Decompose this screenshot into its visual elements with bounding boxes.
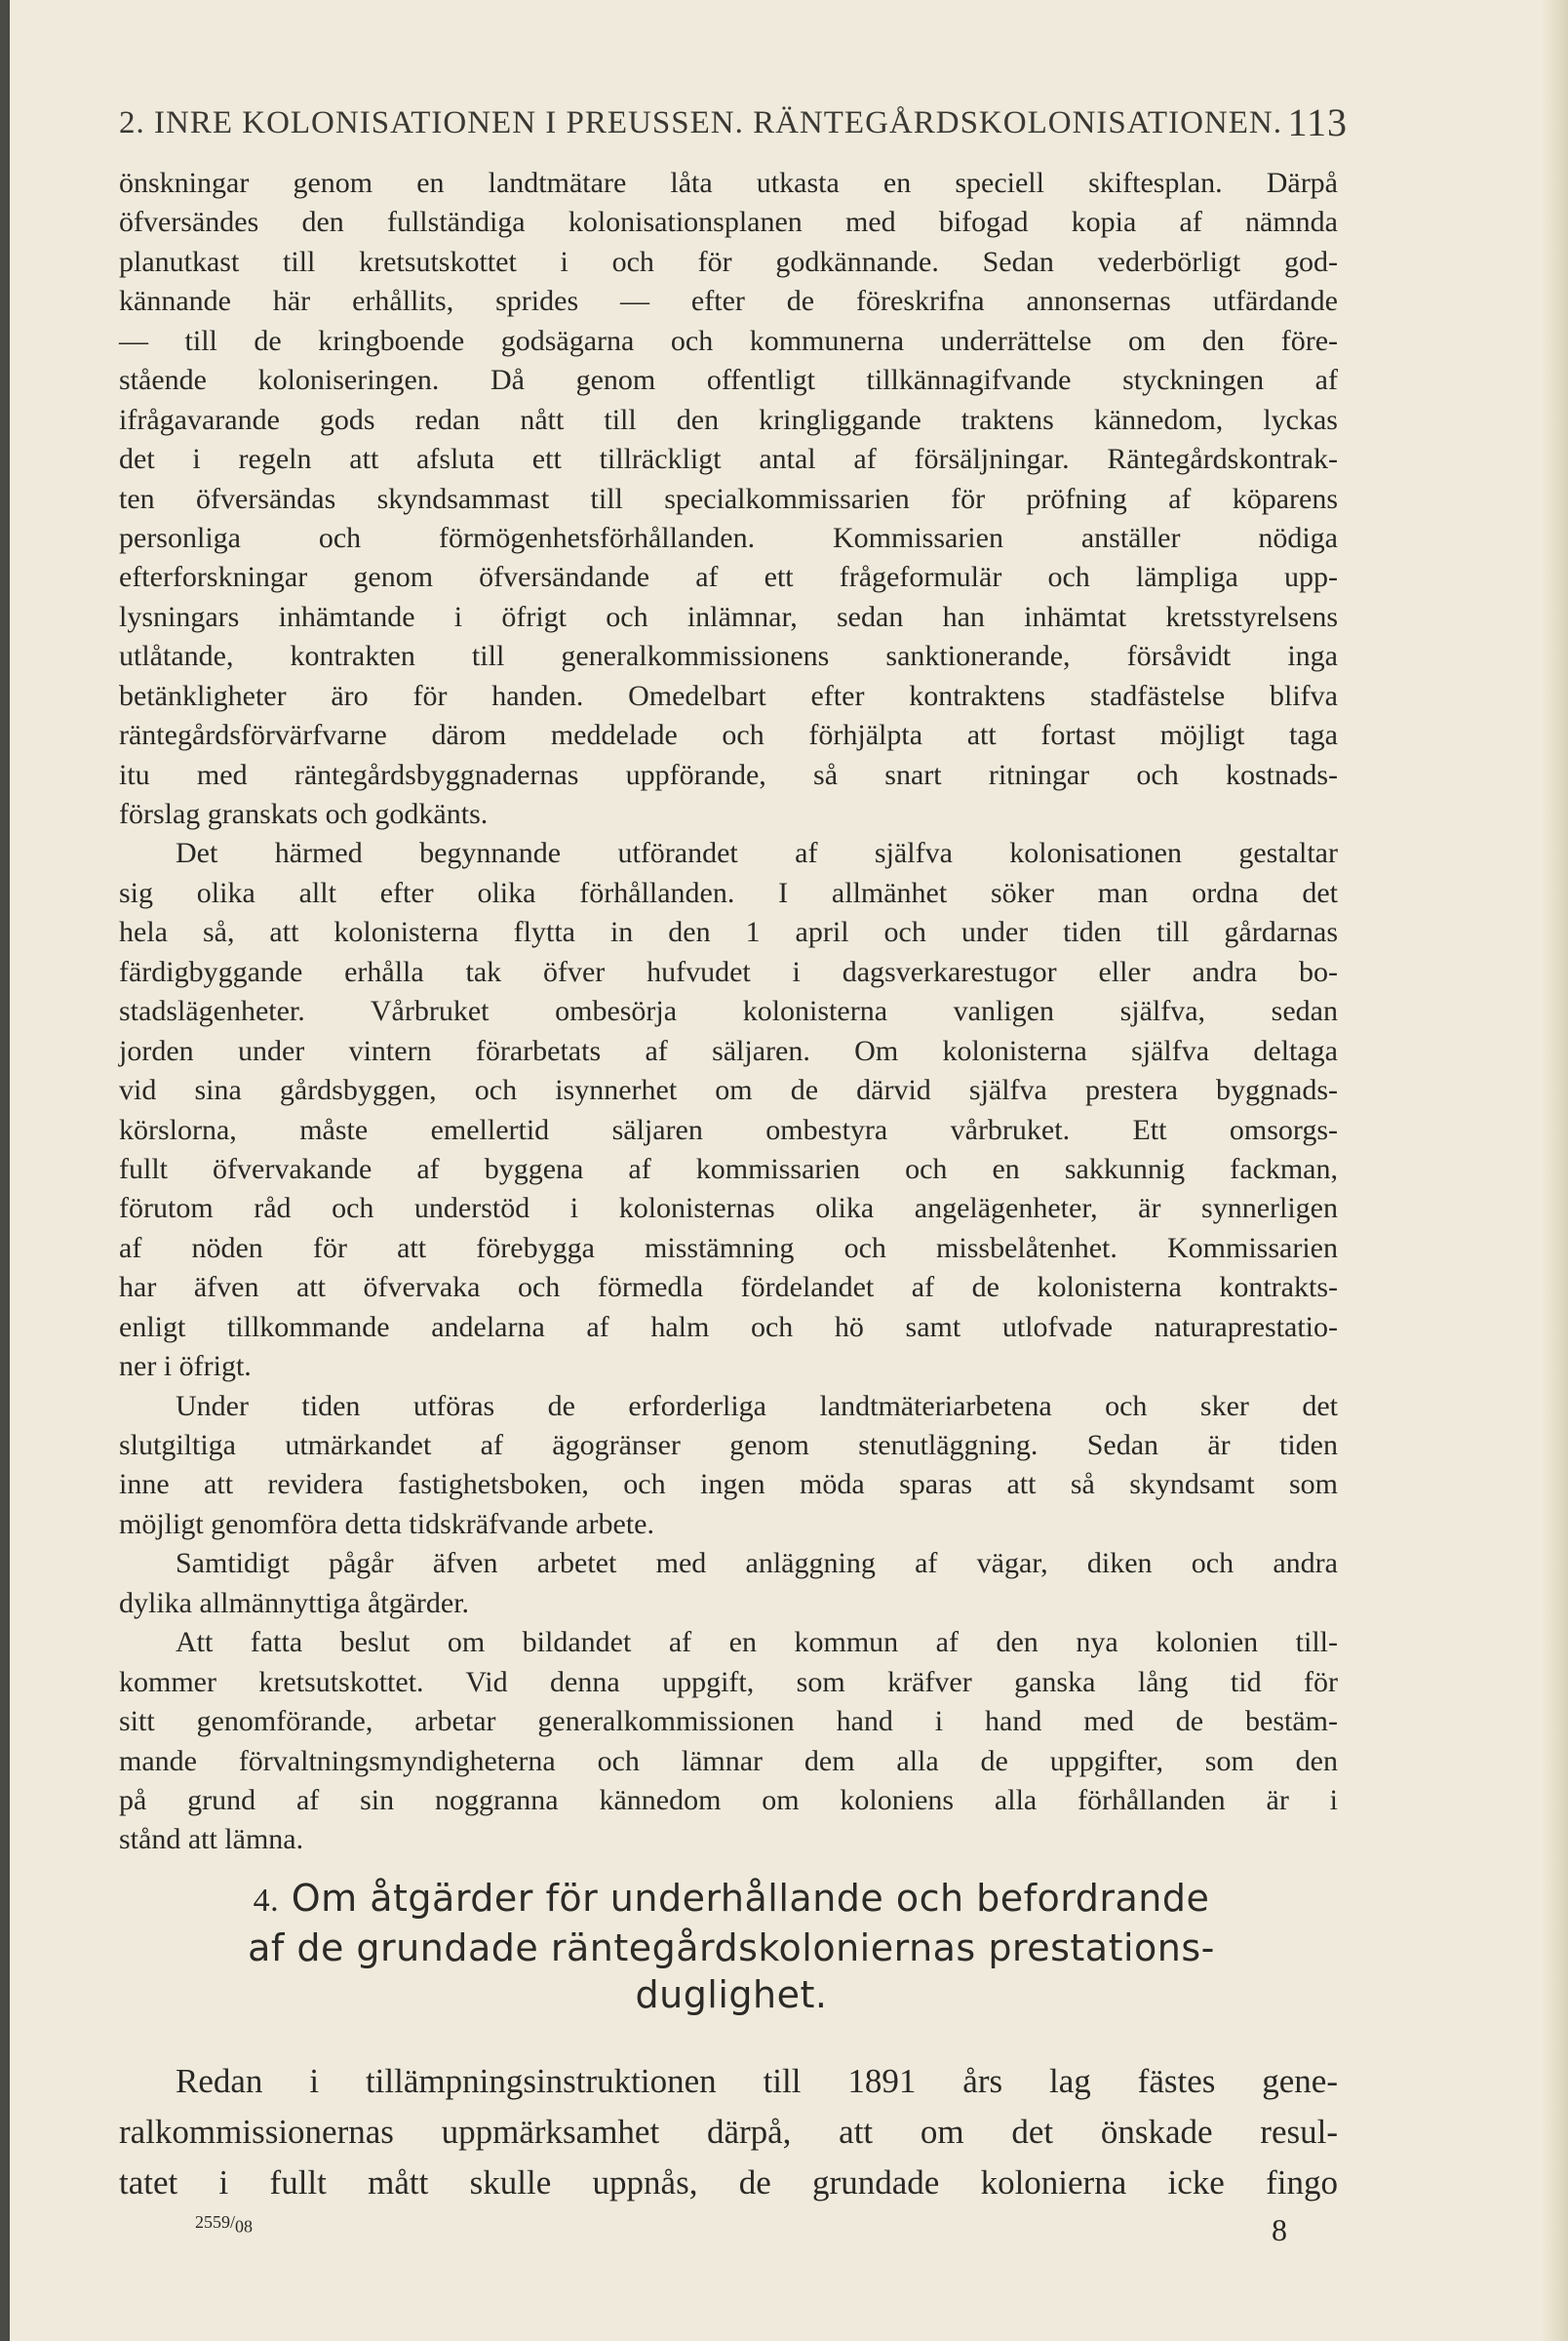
text-line: vid sina gårdsbyggen, och isynnerhet om de därvid själfva prestera byggnads- — [119, 1074, 1338, 1107]
text-line: inne att revidera fastighetsboken, och ingen möda sparas att så skyndsamt som — [119, 1468, 1338, 1501]
text-line: tatet i fullt mått skulle uppnås, de grundade kolonierna icke fingo — [119, 2163, 1338, 2202]
text-line: fullt öfvervakande af byggena af kommissarien och en sakkunnig fackman, — [119, 1152, 1338, 1185]
text-line: sitt genomförande, arbetar generalkommissionen hand i hand med de bestäm- — [119, 1705, 1338, 1738]
text-line: — till de kringboende godsägarna och kommunerna underrättelse om den före- — [119, 324, 1338, 357]
text-line: stånd att lämna. — [119, 1823, 304, 1856]
running-title: 2. INRE KOLONISATIONEN I PREUSSEN. RÄNTEGÅRDSKOLONISATIONEN. — [119, 105, 1282, 140]
heading-line-2: af de grundade räntegårdskoloniernas prestations- — [248, 1926, 1215, 1969]
text-line: jorden under vintern förarbetats af säljaren. Om kolonisterna själfva deltaga — [119, 1034, 1338, 1067]
page-right-edge — [1543, 0, 1568, 2341]
text-line: Att fatta beslut om bildandet af en kommun af den nya kolonien till- — [176, 1626, 1338, 1659]
text-line: lysningars inhämtande i öfrigt och inlämnar, sedan han inhämtat kretsstyrelsens — [119, 600, 1338, 633]
text-line: körslorna, måste emellertid säljaren ombestyra vårbruket. Ett omsorgs- — [119, 1113, 1338, 1146]
text-line: dylika allmännyttiga åtgärder. — [119, 1586, 470, 1619]
text-line: betänkligheter äro för handen. Omedelbart efter kontraktens stadfästelse blifva — [119, 679, 1338, 712]
text-line: personliga och förmögenhetsförhållanden. Kommissarien anställer nödiga — [119, 521, 1338, 554]
page-left-edge — [0, 0, 10, 2341]
text-line: kännande här erhållits, sprides — efter de föreskrifna annonsernas utfärdande — [119, 285, 1338, 318]
page-footer — [119, 2206, 1338, 2255]
section-heading — [115, 1875, 1348, 2018]
text-line: ner i öfrigt. — [119, 1350, 252, 1383]
body-text — [119, 164, 1338, 1860]
text-line: af nöden för att förebygga misstämning och missbelåtenhet. Kommissarien — [119, 1231, 1338, 1264]
text-line: mande förvaltningsmyndigheterna och lämnar dem alla de uppgifter, som den — [119, 1744, 1338, 1777]
text-line: ten öfversändas skyndsammast till specialkommissarien för pröfning af köparens — [119, 482, 1338, 515]
printer-signature: $2559/_{08}$ — [195, 2212, 254, 2237]
text-line: hela så, att kolonisterna flytta in den 1 april och under tiden till gårdarnas — [119, 916, 1338, 949]
text-line: Det härmed begynnande utförandet af själfva kolonisationen gestaltar — [176, 837, 1338, 870]
text-line: räntegårdsförvärfvarne därom meddelade och förhjälpta att fortast möjligt taga — [119, 719, 1338, 752]
text-line: stadslägenheter. Vårbruket ombesörja kolonisterna vanligen själfva, sedan — [119, 995, 1338, 1028]
text-line: efterforskningar genom öfversändande af ett frågeformulär och lämpliga upp- — [119, 561, 1338, 594]
text-line: Under tiden utföras de erforderliga landtmäteriarbetena och sker det — [176, 1389, 1338, 1422]
running-header — [119, 98, 1348, 152]
text-line: har äfven att öfvervaka och förmedla fördelandet af de kolonisterna kontrakts- — [119, 1271, 1338, 1304]
text-line: planutkast till kretsutskottet i och för godkännande. Sedan vederbörligt god- — [119, 245, 1338, 278]
text-line: förslag granskats och godkänts. — [119, 798, 489, 830]
text-line: öfversändes den fullständiga kolonisationsplanen med bifogad kopia af nämnda — [119, 206, 1338, 239]
text-line: Samtidigt pågår äfven arbetet med anläggning af vägar, diken och andra — [176, 1547, 1338, 1580]
signature-sub: 08 — [235, 2216, 254, 2237]
text-line: itu med räntegårdsbyggnadernas uppförande, så snart ritningar och kostnads- — [119, 758, 1338, 791]
heading-line-3: duglighet. — [635, 1973, 828, 2016]
signature-main: 2559 — [195, 2212, 230, 2232]
text-line: utlåtande, kontrakten till generalkommissionens sanktionerande, försåvidt inga — [119, 640, 1338, 673]
text-line: Redan i tillämpningsinstruktionen till 1891 års lag fästes gene- — [176, 2062, 1338, 2100]
section-paragraph — [119, 2056, 1338, 2208]
text-line: förutom råd och understöd i kolonisternas olika angelägenheter, är synnerligen — [119, 1192, 1338, 1225]
page-number: 113 — [1287, 100, 1348, 144]
text-line: önskningar genom en landtmätare låta utkasta en speciell skiftesplan. Därpå — [119, 167, 1338, 199]
text-line: ifrågavarande gods redan nått till den kringliggande traktens kännedom, lyckas — [119, 403, 1338, 436]
text-line: möjligt genomföra detta tidskräfvande arbete. — [119, 1507, 654, 1540]
section-number: 4. — [253, 1883, 280, 1919]
text-line: ralkommissionernas uppmärksamhet därpå, att om det önskade resul- — [119, 2113, 1338, 2151]
text-line: på grund af sin noggranna kännedom om koloniens alla förhållanden är i — [119, 1783, 1338, 1816]
text-line: det i regeln att afsluta ett tillräckligt antal af försäljningar. Räntegårdskontrak- — [119, 443, 1338, 476]
text-line: kommer kretsutskottet. Vid denna uppgift, som kräfver ganska lång tid för — [119, 1665, 1338, 1698]
text-line: enligt tillkommande andelarna af halm och hö samt utlofvade naturaprestatio- — [119, 1310, 1338, 1343]
text-line: stående koloniseringen. Då genom offentligt tillkännagifvande styckningen af — [119, 364, 1338, 397]
text-line: färdigbyggande erhålla tak öfver hufvudet i dagsverkarestugor eller andra bo- — [119, 955, 1338, 988]
text-line: slutgiltiga utmärkandet af ägogränser genom stenutläggning. Sedan är tiden — [119, 1429, 1338, 1461]
heading-line-1: Om åtgärder för underhållande och befordrande — [291, 1877, 1210, 1920]
text-line: sig olika allt efter olika förhållanden. I allmänhet söker man ordna det — [119, 876, 1338, 909]
sheet-number: 8 — [1272, 2212, 1287, 2247]
